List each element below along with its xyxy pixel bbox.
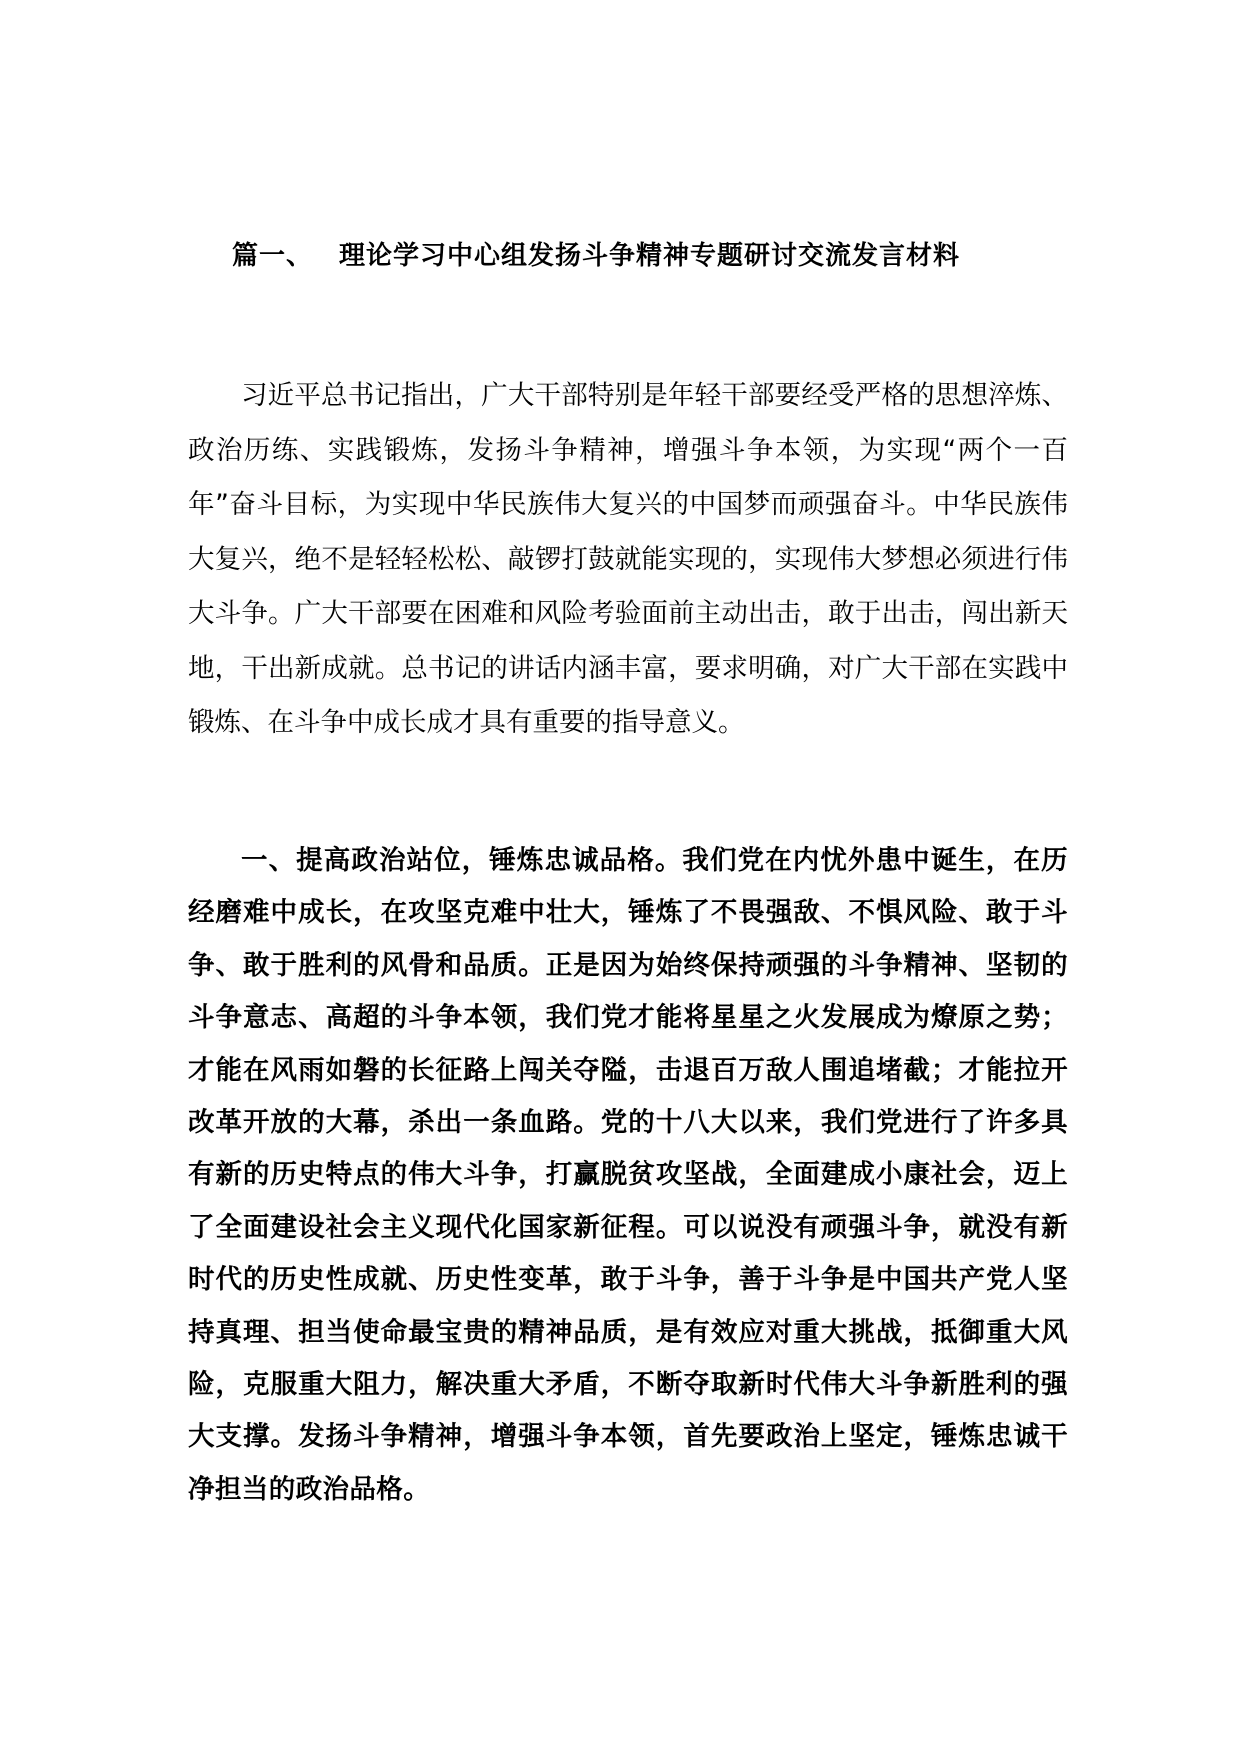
title-prefix: 篇一、 bbox=[232, 241, 314, 271]
intro-paragraph: 习近平总书记指出，广大干部特别是年轻干部要经受严格的思想淬炼、政治历练、实践锻炼，发扬斗争精神，增强斗争本领，为实现“两个一百年”奋斗目标，为实现中华民族伟大复兴的中国梦而顽强奋斗。中华民族伟大复兴，绝不是轻轻松松、敲锣打鼓就能实现的，实现伟大梦想必须进行伟大斗争。广大干部要在困难和风险考验面前主动出击，敢于出击，闯出新天地，干出新成就。总书记的讲话内涵丰富，要求明确，对广大干部在实践中锻炼、在斗争中成长成才具有重要的指导意义。 bbox=[188, 380, 1068, 738]
section-one-paragraph: 一、提高政治站位，锤炼忠诚品格。我们党在内忧外患中诞生，在历经磨难中成长，在攻坚克难中壮大，锤炼了不畏强敌、不惧风险、敢于斗争、敢于胜利的风骨和品质。正是因为始终保持顽强的斗争精神、坚韧的斗争意志、高超的斗争本领，我们党才能将星星之火发展成为燎原之势；才能在风雨如磐的长征路上闯关夺隘，击退百万敌人围追堵截；才能拉开改革开放的大幕，杀出一条血路。党的十八大以来，我们党进行了许多具有新的历史特点的伟大斗争，打赢脱贫攻坚战，全面建成小康社会，迈上了全面建设社会主义现代化国家新征程。可以说没有顽强斗争，就没有新时代的历史性成就、历史性变革，敢于斗争，善于斗争是中国共产党人坚持真理、担当使命最宝贵的精神品质，是有效应对重大挑战，抵御重大风险，克服重大阻力，解决重大矛盾，不断夺取新时代伟大斗争新胜利的强大支撑。发扬斗争精神，增强斗争本领，首先要政治上坚定，锤炼忠诚干净担当的政治品格。 bbox=[188, 845, 1068, 1505]
document-title bbox=[232, 232, 1052, 280]
title-text: 理论学习中心组发扬斗争精神专题研讨交流发言材料 bbox=[339, 241, 961, 271]
